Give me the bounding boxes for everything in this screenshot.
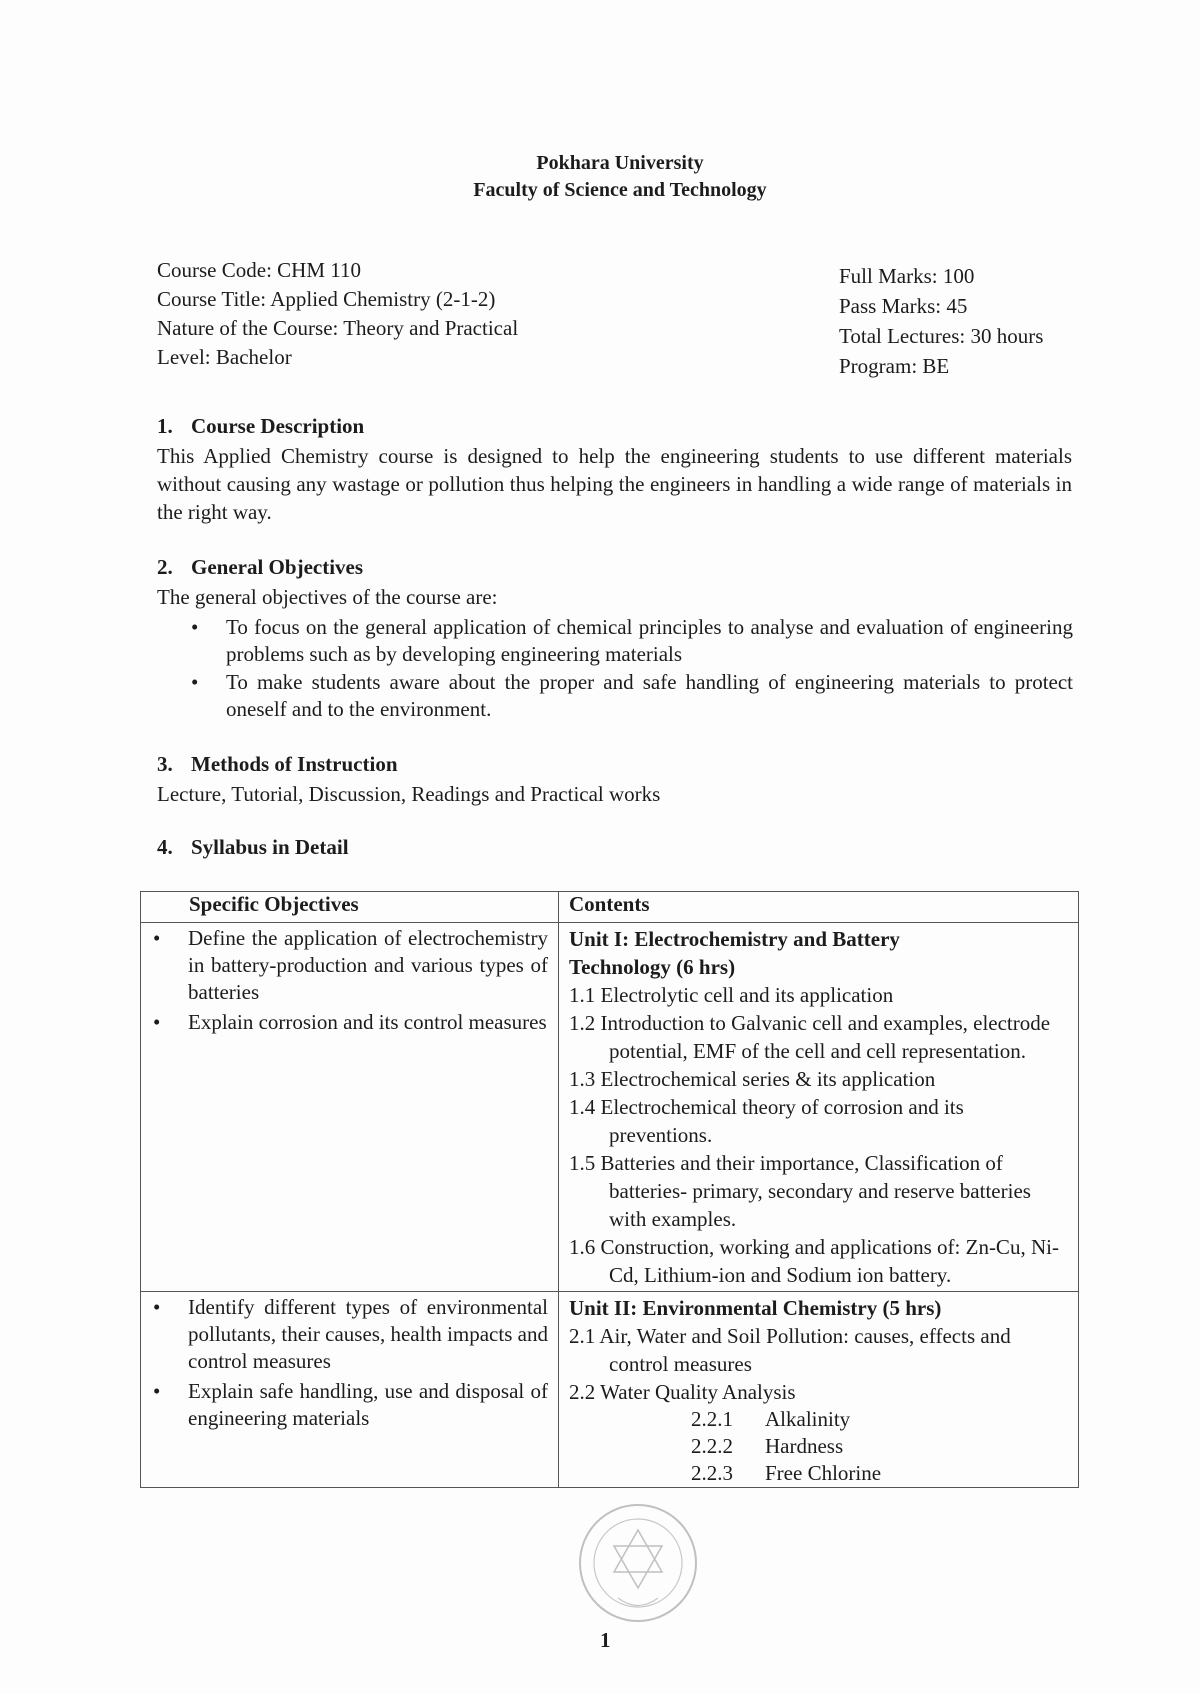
list-item: • To make students aware about the proper and safe handling of engineering materials to protect oneself and to the environment. — [188, 669, 1073, 723]
table-row — [141, 1292, 1079, 1488]
course-level: Level: Bachelor — [157, 345, 292, 369]
course-meta-right — [839, 261, 1043, 381]
table-header-row — [141, 892, 1079, 923]
header-contents: Contents — [559, 892, 1079, 923]
list-item: 2.2.2 Hardness — [691, 1434, 844, 1458]
university-name: Pokhara University — [536, 152, 704, 174]
list-item: 2.2.3 Free Chlorine — [691, 1461, 882, 1485]
list-item: 1.1 Electrolytic cell and its application — [569, 983, 894, 1007]
university-seal-stamp — [558, 1498, 718, 1628]
section-heading-methods: 3. Methods of Instruction — [157, 752, 398, 776]
total-lectures: Total Lectures: 30 hours — [839, 324, 1044, 348]
list-item: • Explain safe handling, use and disposal of engineering materials — [141, 1378, 558, 1432]
header-specific-objectives: Specific Objectives — [141, 892, 559, 923]
list-item: 1.2 Introduction to Galvanic cell and examples, electrode potential, EMF of the cell and cell representation. — [569, 1011, 1051, 1063]
syllabus-table — [140, 891, 1079, 1488]
list-item: • To focus on the general application of chemical principles to analyse and evaluation of engineering problems such as by developing engineering materials — [188, 614, 1073, 668]
course-nature: Nature of the Course: Theory and Practical — [157, 316, 519, 340]
list-item: 2.1 Air, Water and Soil Pollution: causes, effects and control measures — [569, 1324, 1011, 1376]
section-heading-description: 1. Course Description — [157, 414, 365, 438]
section-heading-syllabus: 4. Syllabus in Detail — [157, 835, 349, 859]
list-item: 1.4 Electrochemical theory of corrosion and its preventions. — [569, 1095, 964, 1147]
program: Program: BE — [839, 354, 950, 378]
unit1-objectives — [141, 923, 559, 1292]
page-number: 1 — [600, 1628, 611, 1652]
list-item: 1.6 Construction, working and applications of: Zn-Cu, Ni-Cd, Lithium-ion and Sodium ion battery. — [569, 1235, 1059, 1287]
course-meta-left — [157, 256, 518, 372]
section-heading-objectives: 2. General Objectives — [157, 555, 364, 579]
unit1-title: Unit I: Electrochemistry and Battery Technology (6 hrs) — [569, 927, 900, 979]
objectives-intro: The general objectives of the course are: — [157, 585, 498, 609]
unit2-title: Unit II: Environmental Chemistry (5 hrs) — [569, 1296, 942, 1320]
list-item: 2.2 Water Quality Analysis — [569, 1380, 796, 1404]
table-row — [141, 923, 1079, 1292]
course-title: Course Title: Applied Chemistry (2-1-2) — [157, 287, 496, 311]
list-item: • Define the application of electrochemistry in battery-production and various types of batteries — [141, 925, 558, 1006]
list-item: • Identify different types of environmental pollutants, their causes, health impacts and control measures — [141, 1294, 558, 1375]
faculty-name: Faculty of Science and Technology — [473, 179, 767, 201]
methods-text: Lecture, Tutorial, Discussion, Readings and Practical works — [157, 782, 661, 806]
pass-marks: Pass Marks: 45 — [839, 294, 968, 318]
general-objectives-list — [188, 614, 1073, 724]
course-code: Course Code: CHM 110 — [157, 258, 361, 282]
list-item: 1.5 Batteries and their importance, Classification of batteries- primary, secondary and reserve batteries with examples. — [569, 1151, 1031, 1231]
course-description-text: This Applied Chemistry course is designed to help the engineering students to use different materials without causing any wastage or pollution thus helping the engineers in handling a wide range of materials in the right way. — [157, 444, 1072, 524]
full-marks: Full Marks: 100 — [839, 264, 975, 288]
list-item: • Explain corrosion and its control measures — [141, 1009, 558, 1036]
list-item: 2.2.1 Alkalinity — [691, 1407, 851, 1431]
unit2-objectives — [141, 1292, 559, 1488]
unit1-contents — [559, 923, 1079, 1292]
unit2-contents — [559, 1292, 1079, 1488]
list-item: 1.3 Electrochemical series & its application — [569, 1067, 936, 1091]
